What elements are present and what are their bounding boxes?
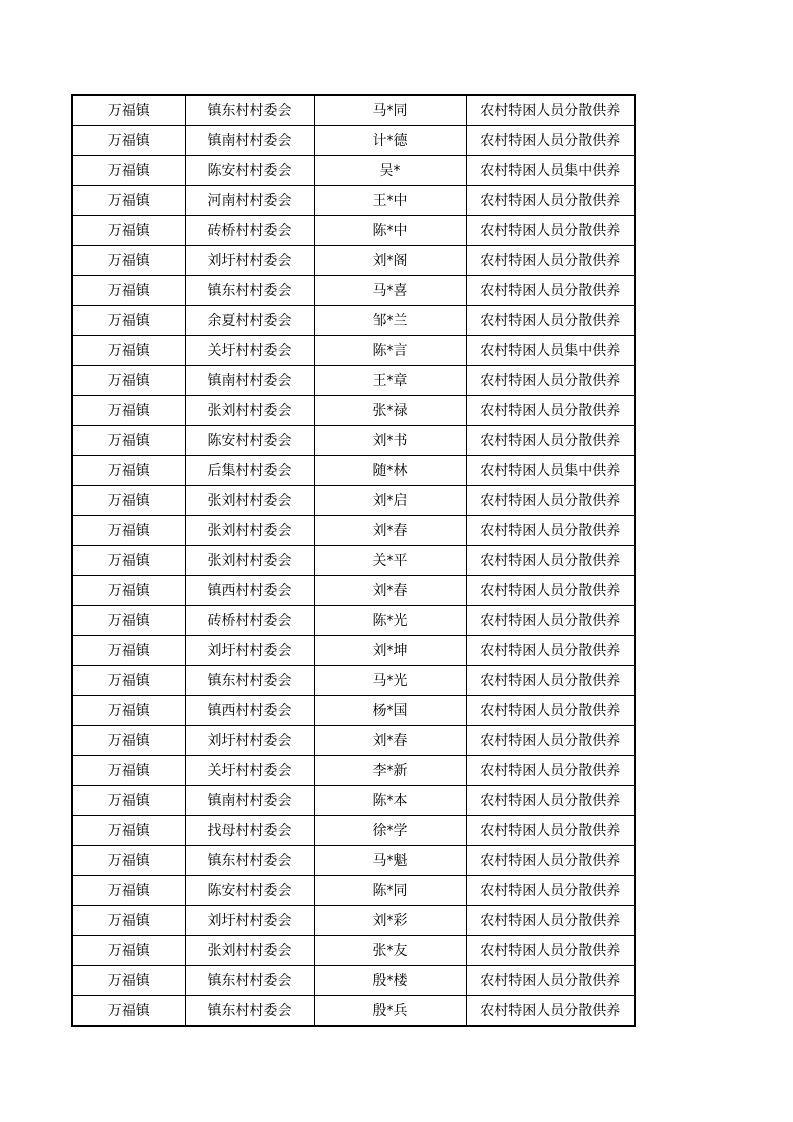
table-row — [72, 216, 635, 246]
town-cell: 万福镇 — [72, 606, 185, 636]
support-type-cell: 农村特困人员分散供养 — [466, 876, 635, 906]
support-type-cell: 农村特困人员分散供养 — [466, 936, 635, 966]
table-row — [72, 666, 635, 696]
person-name-cell: 陈*光 — [314, 606, 466, 636]
table-row — [72, 876, 635, 906]
person-name-cell: 刘*春 — [314, 726, 466, 756]
support-type-cell: 农村特困人员分散供养 — [466, 186, 635, 216]
person-name-cell: 邹*兰 — [314, 306, 466, 336]
town-cell: 万福镇 — [72, 306, 185, 336]
person-name-cell: 王*章 — [314, 366, 466, 396]
town-cell: 万福镇 — [72, 636, 185, 666]
village-committee-cell: 刘圩村村委会 — [185, 636, 314, 666]
village-committee-cell: 砖桥村村委会 — [185, 216, 314, 246]
village-committee-cell: 镇东村村委会 — [185, 666, 314, 696]
village-committee-cell: 余夏村村委会 — [185, 306, 314, 336]
person-name-cell: 张*禄 — [314, 396, 466, 426]
table-row — [72, 426, 635, 456]
person-name-cell: 刘*春 — [314, 516, 466, 546]
person-name-cell: 陈*同 — [314, 876, 466, 906]
town-cell: 万福镇 — [72, 456, 185, 486]
person-name-cell: 刘*启 — [314, 486, 466, 516]
village-committee-cell: 镇东村村委会 — [185, 276, 314, 306]
town-cell: 万福镇 — [72, 95, 185, 126]
table-row — [72, 966, 635, 996]
support-type-cell: 农村特困人员集中供养 — [466, 156, 635, 186]
table-row — [72, 816, 635, 846]
village-committee-cell: 关圩村村委会 — [185, 336, 314, 366]
village-committee-cell: 陈安村村委会 — [185, 426, 314, 456]
table-row — [72, 306, 635, 336]
table-row — [72, 516, 635, 546]
village-committee-cell: 找母村村委会 — [185, 816, 314, 846]
support-type-cell: 农村特困人员分散供养 — [466, 486, 635, 516]
village-committee-cell: 关圩村村委会 — [185, 756, 314, 786]
town-cell: 万福镇 — [72, 336, 185, 366]
table-row — [72, 606, 635, 636]
town-cell: 万福镇 — [72, 276, 185, 306]
support-type-cell: 农村特困人员分散供养 — [466, 276, 635, 306]
support-type-cell: 农村特困人员分散供养 — [466, 666, 635, 696]
person-name-cell: 刘*书 — [314, 426, 466, 456]
town-cell: 万福镇 — [72, 936, 185, 966]
village-committee-cell: 镇东村村委会 — [185, 966, 314, 996]
town-cell: 万福镇 — [72, 366, 185, 396]
support-type-cell: 农村特困人员集中供养 — [466, 336, 635, 366]
table-row — [72, 846, 635, 876]
town-cell: 万福镇 — [72, 246, 185, 276]
support-type-cell: 农村特困人员分散供养 — [466, 756, 635, 786]
village-committee-cell: 镇南村村委会 — [185, 126, 314, 156]
table-row — [72, 726, 635, 756]
village-committee-cell: 镇西村村委会 — [185, 576, 314, 606]
person-name-cell: 王*中 — [314, 186, 466, 216]
person-name-cell: 殷*兵 — [314, 996, 466, 1027]
town-cell: 万福镇 — [72, 156, 185, 186]
table-row — [72, 336, 635, 366]
table-row — [72, 396, 635, 426]
table-row — [72, 936, 635, 966]
person-name-cell: 随*林 — [314, 456, 466, 486]
support-type-cell: 农村特困人员分散供养 — [466, 95, 635, 126]
table-row — [72, 546, 635, 576]
support-type-cell: 农村特困人员分散供养 — [466, 726, 635, 756]
village-committee-cell: 镇东村村委会 — [185, 846, 314, 876]
person-name-cell: 刘*坤 — [314, 636, 466, 666]
person-name-cell: 刘*春 — [314, 576, 466, 606]
person-name-cell: 马*喜 — [314, 276, 466, 306]
town-cell: 万福镇 — [72, 996, 185, 1027]
person-name-cell: 计*德 — [314, 126, 466, 156]
town-cell: 万福镇 — [72, 846, 185, 876]
town-cell: 万福镇 — [72, 726, 185, 756]
table-body — [72, 95, 635, 1026]
village-committee-cell: 镇西村村委会 — [185, 696, 314, 726]
village-committee-cell: 刘圩村村委会 — [185, 726, 314, 756]
village-committee-cell: 陈安村村委会 — [185, 876, 314, 906]
town-cell: 万福镇 — [72, 216, 185, 246]
support-type-cell: 农村特困人员分散供养 — [466, 846, 635, 876]
table-row — [72, 576, 635, 606]
town-cell: 万福镇 — [72, 786, 185, 816]
table-row — [72, 786, 635, 816]
town-cell: 万福镇 — [72, 516, 185, 546]
town-cell: 万福镇 — [72, 906, 185, 936]
support-type-cell: 农村特困人员分散供养 — [466, 996, 635, 1027]
person-name-cell: 马*光 — [314, 666, 466, 696]
support-type-cell: 农村特困人员分散供养 — [466, 366, 635, 396]
support-type-cell: 农村特困人员分散供养 — [466, 906, 635, 936]
village-committee-cell: 镇南村村委会 — [185, 786, 314, 816]
village-committee-cell: 陈安村村委会 — [185, 156, 314, 186]
support-type-cell: 农村特困人员分散供养 — [466, 306, 635, 336]
support-type-cell: 农村特困人员分散供养 — [466, 546, 635, 576]
support-type-cell: 农村特困人员分散供养 — [466, 786, 635, 816]
person-name-cell: 陈*中 — [314, 216, 466, 246]
support-type-cell: 农村特困人员集中供养 — [466, 456, 635, 486]
table-row — [72, 95, 635, 126]
support-type-cell: 农村特困人员分散供养 — [466, 966, 635, 996]
table-row — [72, 996, 635, 1027]
village-committee-cell: 砖桥村村委会 — [185, 606, 314, 636]
support-type-cell: 农村特困人员分散供养 — [466, 396, 635, 426]
support-type-cell: 农村特困人员分散供养 — [466, 246, 635, 276]
village-committee-cell: 张刘村村委会 — [185, 936, 314, 966]
support-type-cell: 农村特困人员分散供养 — [466, 126, 635, 156]
village-committee-cell: 张刘村村委会 — [185, 396, 314, 426]
table-row — [72, 456, 635, 486]
table-row — [72, 906, 635, 936]
person-name-cell: 刘*彩 — [314, 906, 466, 936]
person-name-cell: 关*平 — [314, 546, 466, 576]
village-committee-cell: 张刘村村委会 — [185, 486, 314, 516]
village-committee-cell: 镇南村村委会 — [185, 366, 314, 396]
town-cell: 万福镇 — [72, 396, 185, 426]
table-row — [72, 636, 635, 666]
support-type-cell: 农村特困人员分散供养 — [466, 636, 635, 666]
support-type-cell: 农村特困人员分散供养 — [466, 606, 635, 636]
town-cell: 万福镇 — [72, 486, 185, 516]
table-row — [72, 486, 635, 516]
town-cell: 万福镇 — [72, 876, 185, 906]
town-cell: 万福镇 — [72, 186, 185, 216]
person-name-cell: 马*魁 — [314, 846, 466, 876]
person-name-cell: 李*新 — [314, 756, 466, 786]
table-row — [72, 276, 635, 306]
table-row — [72, 126, 635, 156]
village-committee-cell: 刘圩村村委会 — [185, 906, 314, 936]
village-committee-cell: 镇东村村委会 — [185, 95, 314, 126]
table-row — [72, 696, 635, 726]
village-committee-cell: 张刘村村委会 — [185, 546, 314, 576]
support-type-cell: 农村特困人员分散供养 — [466, 576, 635, 606]
town-cell: 万福镇 — [72, 666, 185, 696]
table-row — [72, 186, 635, 216]
village-committee-cell: 刘圩村村委会 — [185, 246, 314, 276]
person-name-cell: 刘*阁 — [314, 246, 466, 276]
person-name-cell: 陈*言 — [314, 336, 466, 366]
support-type-cell: 农村特困人员分散供养 — [466, 216, 635, 246]
village-committee-cell: 后集村村委会 — [185, 456, 314, 486]
town-cell: 万福镇 — [72, 576, 185, 606]
village-committee-cell: 张刘村村委会 — [185, 516, 314, 546]
person-name-cell: 殷*楼 — [314, 966, 466, 996]
beneficiary-table — [71, 94, 636, 1027]
table-row — [72, 246, 635, 276]
person-name-cell: 马*同 — [314, 95, 466, 126]
town-cell: 万福镇 — [72, 546, 185, 576]
person-name-cell: 徐*学 — [314, 816, 466, 846]
table-row — [72, 156, 635, 186]
person-name-cell: 杨*国 — [314, 696, 466, 726]
support-type-cell: 农村特困人员分散供养 — [466, 426, 635, 456]
town-cell: 万福镇 — [72, 756, 185, 786]
town-cell: 万福镇 — [72, 696, 185, 726]
village-committee-cell: 镇东村村委会 — [185, 996, 314, 1027]
person-name-cell: 张*友 — [314, 936, 466, 966]
town-cell: 万福镇 — [72, 966, 185, 996]
village-committee-cell: 河南村村委会 — [185, 186, 314, 216]
support-type-cell: 农村特困人员分散供养 — [466, 696, 635, 726]
table-row — [72, 366, 635, 396]
support-type-cell: 农村特困人员分散供养 — [466, 816, 635, 846]
town-cell: 万福镇 — [72, 816, 185, 846]
support-type-cell: 农村特困人员分散供养 — [466, 516, 635, 546]
table-row — [72, 756, 635, 786]
person-name-cell: 吴* — [314, 156, 466, 186]
town-cell: 万福镇 — [72, 426, 185, 456]
town-cell: 万福镇 — [72, 126, 185, 156]
person-name-cell: 陈*本 — [314, 786, 466, 816]
